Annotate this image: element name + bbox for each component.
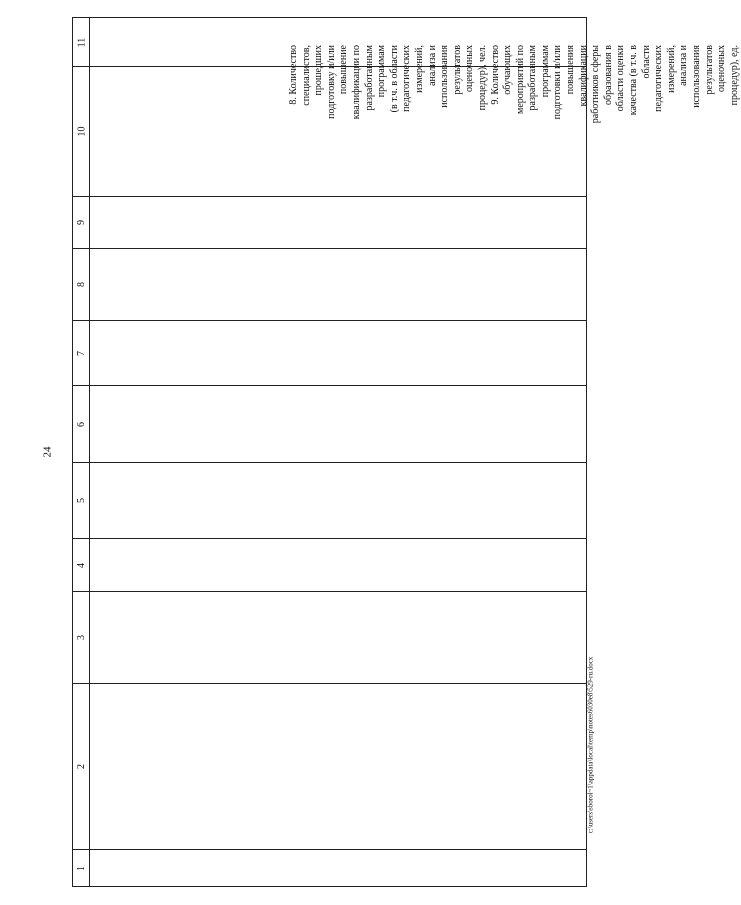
column-number: 8 [76,282,87,287]
column-content [90,386,586,462]
table-column-10 [73,44,740,196]
table-column-1 [73,849,586,886]
file-path-text: c:\users\sborol~1\appdata\local\temp\notes6030e8\529-ru.docx [586,656,595,834]
table-column-7 [73,320,586,385]
table-column-9 [73,196,586,248]
page-number-text: 24 [41,446,53,458]
column-content [90,592,586,683]
column-content [90,197,586,248]
column-number: 9 [76,220,87,225]
column-content [90,249,586,320]
indicator-text: 8. Количество специалистов, прошедших подготовку и/или повышение квалификации по разработанным программам (в т.ч. в области педагогических измерений, анализа и использования результатов оценочных процедур), чел. 9. Количество обучающих мероприятий по разработанным программам подготовки и/или повышения квалификации работников сферы образования в области оценки качества (в т.ч. в области педагогических измерений, анализа и использования результатов оценочных процедур), ед. [288,44,740,123]
column-content [90,539,586,591]
column-number: 3 [76,635,87,640]
table-column-5 [73,462,586,538]
column-content [90,321,586,385]
column-number: 1 [76,865,87,871]
table-column-2 [73,683,586,849]
column-content [90,463,586,538]
column-number: 2 [76,764,87,769]
page-number [38,440,56,464]
column-content [90,850,586,886]
column-content [90,684,586,849]
column-content [90,44,740,196]
table-column-4 [73,538,586,591]
column-number: 6 [76,421,87,427]
table-column-8 [73,248,586,320]
column-number: 11 [75,37,87,47]
column-number: 10 [76,126,87,137]
column-number: 5 [76,498,87,503]
table-column-6 [73,385,586,462]
column-number: 4 [76,562,87,568]
table-column-3 [73,591,586,683]
column-number: 7 [76,350,87,356]
